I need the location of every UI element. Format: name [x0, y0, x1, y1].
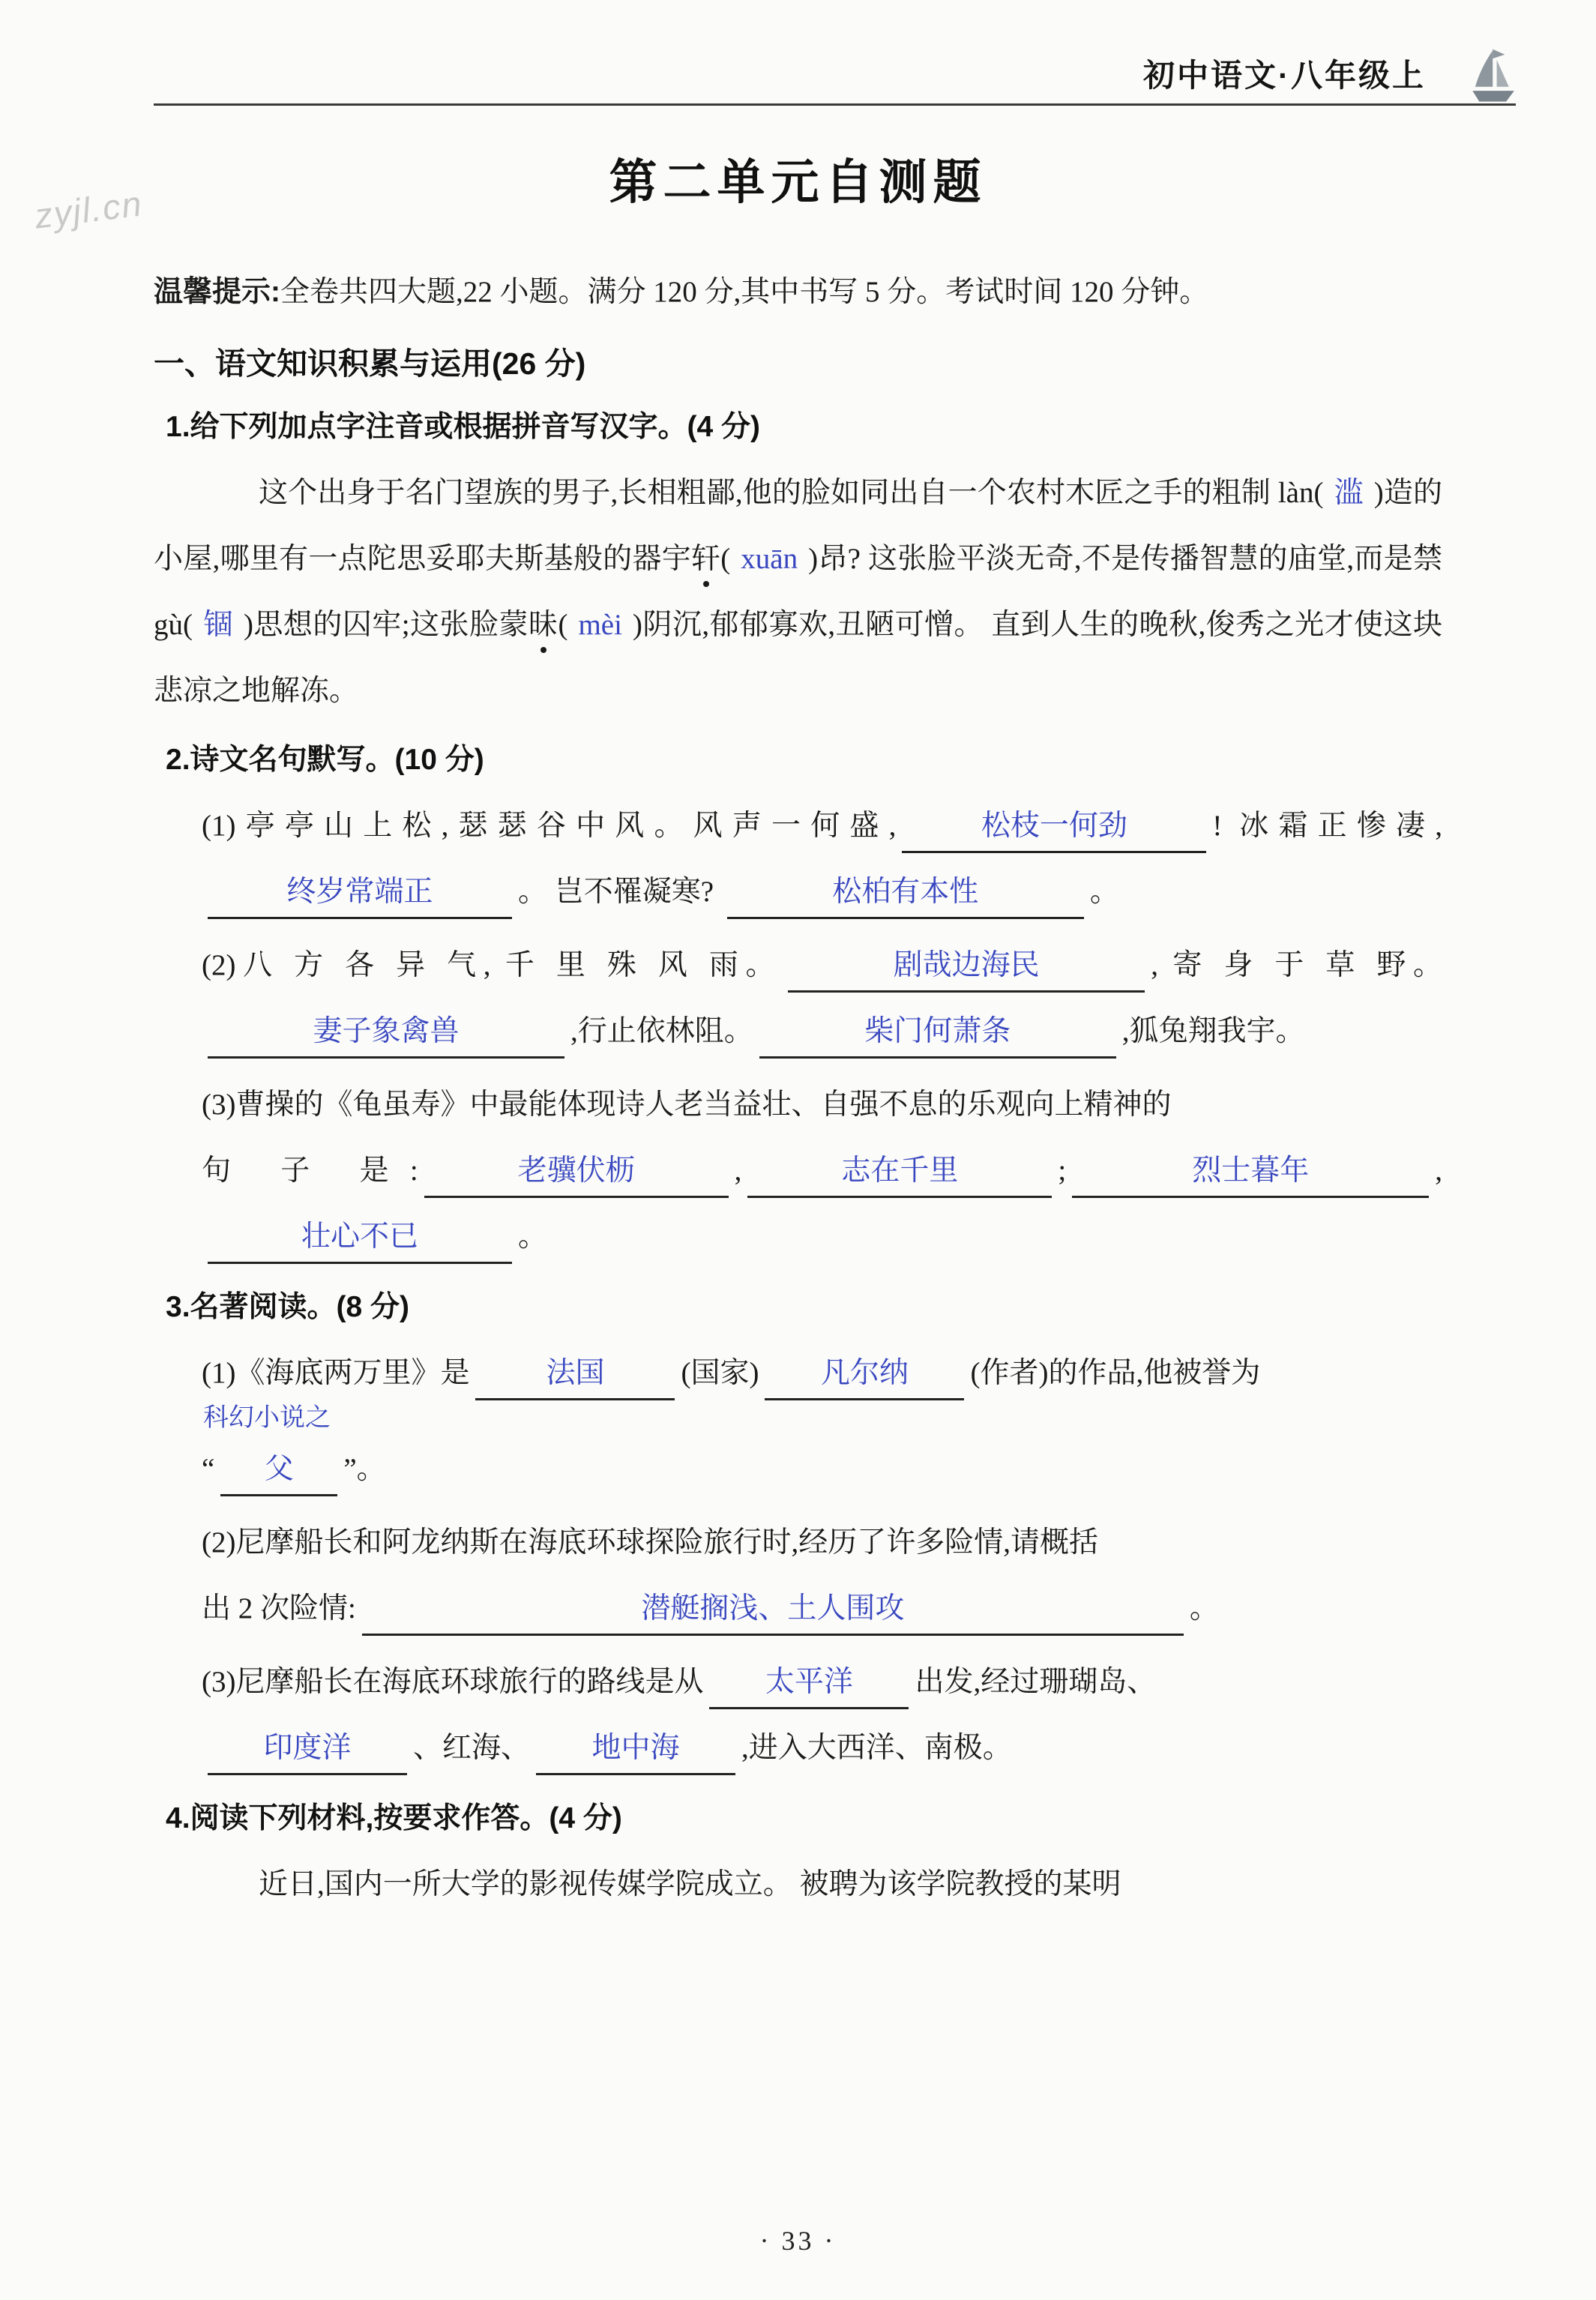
text-segment: ;	[1058, 1154, 1067, 1187]
text-segment: ! 冰霜正惨凄,	[1212, 810, 1442, 842]
q1-stem: 1.给下列加点字注音或根据拼音写汉字。(4 分)	[166, 411, 761, 443]
dotted-char: 昧	[528, 609, 558, 641]
text-segment: (3)曹操的《龟虽寿》中最能体现诗人老当益壮、自强不息的乐观向上精神的	[202, 1089, 1172, 1121]
q3-item-1-line-1	[202, 1340, 1442, 1406]
text-segment: (	[558, 609, 568, 641]
answer-blank: 松枝一何劲	[902, 808, 1206, 853]
answer-blank: 妻子象禽兽	[208, 1014, 564, 1059]
text-segment: ,狐兔翔我宇。	[1121, 1015, 1305, 1047]
text-segment: )阴沉,郁郁寡欢,丑陋可憎。 直到人生的晚秋,俊秀之光才使这块悲凉之地解冻。	[154, 609, 1442, 707]
q2-item-2	[154, 933, 1442, 1065]
text-segment: 。	[518, 1220, 548, 1253]
answer-blank: 法国	[475, 1355, 675, 1400]
sail-icon	[1462, 46, 1526, 111]
text-segment: 句 子 是:	[202, 1154, 418, 1187]
text-segment: 。 岂不罹凝寒?	[518, 876, 721, 908]
text-segment: 、红海、	[413, 1732, 531, 1764]
text-segment: (作者)的作品,他被誉为	[970, 1357, 1261, 1389]
text-segment: )思想的囚牢;这张脸蒙	[243, 609, 529, 641]
text-segment: ,行止依林阻。	[570, 1015, 753, 1047]
q1-passage	[154, 460, 1442, 724]
q3-stem: 3.名著阅读。(8 分)	[166, 1291, 410, 1323]
answer-blank: 壮心不已	[208, 1219, 512, 1264]
text-segment: ,进入大西洋、南极。	[741, 1732, 1012, 1764]
page-number: · 33 ·	[759, 2226, 837, 2256]
answer-pinyin: xuān	[741, 543, 798, 575]
q3-item-1	[154, 1340, 1442, 1502]
q4-material	[154, 1852, 1442, 1918]
answer-blank: 烈士暮年	[1072, 1153, 1429, 1198]
tips	[154, 261, 1442, 324]
q2-stem: 2.诗文名句默写。(10 分)	[166, 744, 484, 776]
text-segment: )造的小屋,哪里有一点陀思妥耶夫斯基般的器宇	[154, 477, 1442, 575]
q2-item-1	[154, 793, 1442, 925]
answer-hanzi: 滥	[1334, 477, 1364, 509]
text-segment: 出 2 次险情:	[202, 1592, 356, 1625]
text-segment: ,	[734, 1154, 742, 1187]
page-header	[154, 46, 1516, 106]
answer-blank: 终岁常端正	[208, 874, 512, 919]
section-1-heading: 一、语文知识积累与运用(26 分)	[154, 346, 586, 381]
text-segment: (2)尼摩船长和阿龙纳斯在海底环球探险旅行时,经历了许多险情,请概括	[202, 1526, 1098, 1559]
text-segment: , 寄 身 于 草 野。	[1151, 949, 1442, 981]
answer-blank: 松柏有本性	[727, 874, 1084, 919]
text-segment: 出发,经过珊瑚岛、	[915, 1666, 1157, 1698]
text-segment: )昂? 这张脸平淡无奇,不是传播智慧的庙堂,而是禁 gù(	[154, 543, 1442, 641]
answer-blank: 剧哉边海民	[788, 948, 1145, 993]
text-segment: 。	[1189, 1592, 1219, 1625]
q3-item-2	[154, 1510, 1442, 1642]
answer-blank: 老骥伏枥	[424, 1153, 729, 1198]
q3-item-3	[154, 1649, 1442, 1781]
text-segment: ”。	[343, 1453, 386, 1485]
content	[154, 118, 1442, 1924]
answer-hanzi: 锢	[203, 609, 233, 641]
answer-blank: 印度洋	[208, 1730, 407, 1775]
answer-blank: 柴门何萧条	[759, 1014, 1116, 1059]
answer-overflow-text: 科幻小说之	[203, 1404, 331, 1432]
q4-stem: 4.阅读下列材料,按要求作答。(4 分)	[166, 1802, 622, 1834]
dotted-char: 轩	[690, 543, 721, 575]
tips-body: 全卷共四大题,22 小题。满分 120 分,其中书写 5 分。考试时间 120 分钟。	[280, 276, 1209, 308]
text-segment: (1)《海底两万里》是	[202, 1357, 470, 1389]
text-segment: ,	[1435, 1154, 1442, 1187]
answer-blank: 潜艇搁浅、土人围攻	[362, 1591, 1184, 1636]
text-segment: 。	[1089, 876, 1119, 908]
header-title: 初中语文·八年级上	[1143, 58, 1426, 93]
answer-blank: 志在千里	[747, 1153, 1052, 1198]
page-title: 第二单元自测题	[609, 155, 987, 209]
text-segment: 这个出身于名门望族的男子,长相粗鄙,他的脸如同出自一个农村木匠之手的粗制 làn(	[259, 477, 1324, 509]
text-segment: 近日,国内一所大学的影视传媒学院成立。 被聘为该学院教授的某明	[259, 1868, 1121, 1900]
answer-blank: 太平洋	[709, 1664, 909, 1709]
answer-blank: 父	[220, 1451, 337, 1496]
watermark: zyjl.cn	[32, 183, 145, 236]
text-segment: (1)亭亭山上松,瑟瑟谷中风。风声一何盛,	[202, 810, 897, 842]
text-segment: (国家)	[681, 1357, 759, 1389]
answer-blank: 地中海	[536, 1730, 735, 1775]
answer-pinyin: mèi	[578, 609, 622, 641]
q2-item-3	[154, 1072, 1442, 1270]
text-segment: (	[720, 543, 731, 575]
text-segment: (3)尼摩船长在海底环球旅行的路线是从	[202, 1666, 704, 1698]
text-segment: (2)八 方 各 异 气, 千 里 殊 风 雨。	[202, 949, 783, 981]
answer-blank: 凡尔纳	[765, 1355, 964, 1400]
q3-item-1-line-3	[202, 1436, 1442, 1502]
tips-lead: 温馨提示:	[154, 276, 280, 308]
text-segment: “	[202, 1453, 215, 1485]
